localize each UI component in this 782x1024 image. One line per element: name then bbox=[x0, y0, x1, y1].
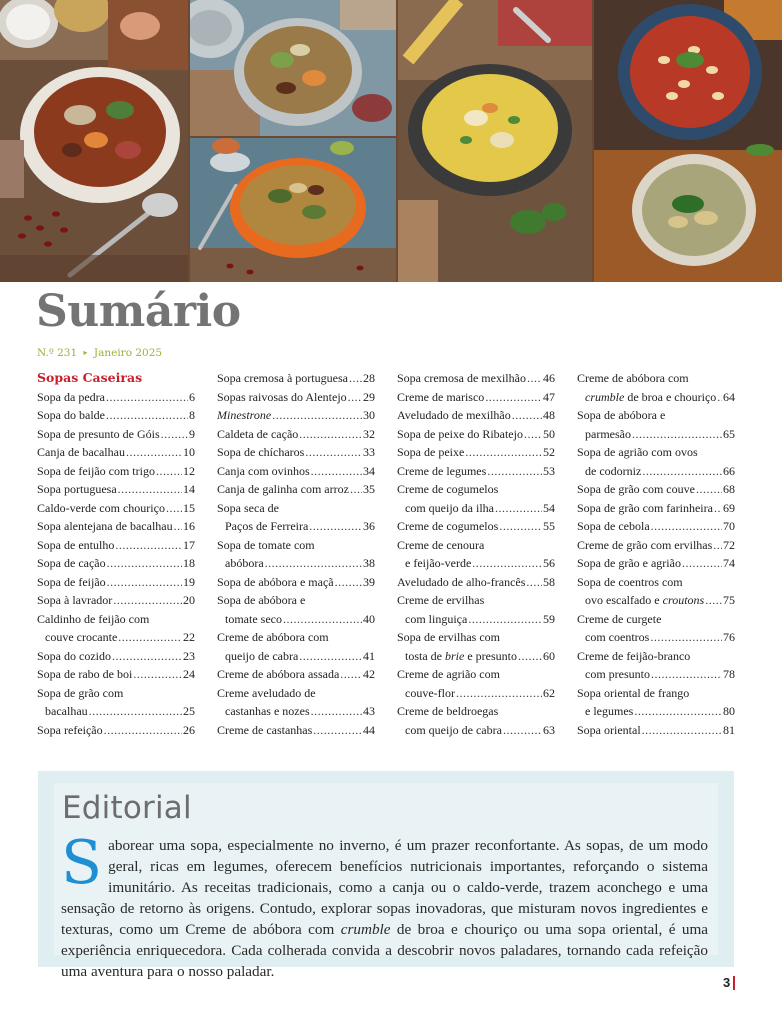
toc-dot-leader bbox=[642, 462, 722, 481]
toc-page-number: 29 bbox=[363, 389, 375, 404]
issue-number: N.º 231 bbox=[37, 347, 78, 359]
toc-entry[interactable] bbox=[217, 721, 375, 740]
toc-page-number: 20 bbox=[183, 593, 195, 607]
editorial-dropcap: S bbox=[61, 828, 103, 898]
toc-entry[interactable] bbox=[217, 665, 375, 684]
toc-entry[interactable] bbox=[37, 499, 195, 518]
toc-dot-leader bbox=[512, 406, 542, 425]
toc-entry[interactable] bbox=[397, 591, 555, 628]
toc-dot-leader bbox=[495, 499, 542, 518]
toc-dot-leader bbox=[632, 425, 722, 444]
toc-entry-title-line1: Creme de abóbora com bbox=[577, 371, 689, 385]
toc-dot-leader bbox=[465, 443, 542, 462]
soup-bowl-illustration bbox=[0, 0, 188, 282]
toc-dot-leader bbox=[156, 462, 182, 481]
toc-column-1 bbox=[37, 369, 195, 739]
toc-entry[interactable] bbox=[217, 573, 375, 592]
toc-entry-title-line1: Creme de feijão-branco bbox=[577, 648, 691, 663]
toc-dot-leader bbox=[89, 702, 182, 721]
toc-entry-title: Sopa do balde bbox=[37, 408, 105, 422]
toc-page-number: 55 bbox=[543, 519, 555, 533]
toc-entry-title: abóbora bbox=[225, 556, 264, 570]
toc-entry-title: bacalhau bbox=[45, 704, 88, 718]
toc-entry-title-line1: Sopa seca de bbox=[217, 500, 279, 515]
toc-entry-title: Sopa portuguesa bbox=[37, 482, 117, 496]
toc-entry[interactable] bbox=[37, 684, 195, 721]
toc-entry-title: e legumes bbox=[585, 704, 634, 718]
toc-entry[interactable] bbox=[37, 480, 195, 499]
toc-dot-leader bbox=[651, 665, 722, 684]
toc-entry-title: Paços de Ferreira bbox=[225, 519, 309, 533]
toc-page-number: 80 bbox=[723, 704, 735, 718]
toc-dot-leader bbox=[299, 647, 362, 666]
toc-dot-leader bbox=[350, 480, 362, 499]
toc-dot-leader bbox=[118, 628, 182, 647]
toc-entry[interactable] bbox=[37, 443, 195, 462]
toc-column-2 bbox=[217, 369, 375, 739]
orange-bowl-photo bbox=[190, 138, 396, 282]
toc-entry-title: Creme de grão com ervilhas bbox=[577, 537, 713, 552]
toc-entry[interactable] bbox=[577, 610, 735, 647]
toc-dot-leader bbox=[714, 499, 722, 518]
toc-dot-leader bbox=[348, 388, 362, 407]
toc-entry-title: Sopa de cação bbox=[37, 556, 106, 570]
toc-entry-title-italic: crumble bbox=[585, 389, 625, 404]
toc-entry-title-line1: Creme de cenoura bbox=[397, 537, 485, 552]
toc-dot-leader bbox=[112, 647, 182, 666]
toc-page-number: 25 bbox=[183, 704, 195, 718]
editorial-body bbox=[61, 828, 708, 982]
toc-entry[interactable] bbox=[397, 536, 555, 573]
toc-dot-leader bbox=[527, 369, 542, 388]
toc-page-number: 66 bbox=[723, 463, 735, 478]
orange-bowl-illustration bbox=[190, 138, 396, 282]
toc-dot-leader bbox=[106, 388, 188, 407]
toc-entry[interactable] bbox=[397, 480, 555, 517]
toc-dot-leader bbox=[126, 443, 182, 462]
toc-page-number: 23 bbox=[183, 648, 195, 663]
toc-dot-leader bbox=[107, 554, 182, 573]
toc-entry-title: Sopa do cozido bbox=[37, 648, 111, 663]
toc-entry[interactable] bbox=[37, 406, 195, 425]
toc-entry-title: Canja com ovinhos bbox=[217, 463, 310, 478]
soup-pot-illustration bbox=[190, 0, 396, 136]
toc-dot-leader bbox=[161, 425, 188, 444]
toc-entry-title: couve-flor bbox=[405, 685, 455, 700]
toc-entry-title-line1: Sopa de agrião com ovos bbox=[577, 445, 698, 459]
editorial-text-end: de broa e chouriço ou uma sopa oriental, é uma experiência enriquecedora. Cada colherada convida a descobrir novos paladares, tornando cada refeição uma aventura para o nosso paladar. bbox=[61, 921, 708, 980]
toc-dot-leader bbox=[634, 702, 722, 721]
toc-page-number: 36 bbox=[363, 519, 375, 533]
toc-dot-leader bbox=[113, 591, 182, 610]
toc-dot-leader bbox=[335, 573, 362, 592]
toc-entry-title-part: de broa e chouriço bbox=[624, 389, 717, 404]
toc-entry-title: Sopa alentejana de bacalhau bbox=[37, 519, 173, 533]
toc-entry-title-italic: croutons bbox=[662, 593, 705, 607]
toc-entry-title: Caldeta de cação bbox=[217, 426, 299, 441]
toc-entry[interactable] bbox=[37, 536, 195, 555]
toc-page-number: 69 bbox=[723, 500, 735, 515]
toc-entry-title bbox=[405, 647, 517, 666]
toc-entry[interactable] bbox=[577, 480, 735, 499]
toc-entry[interactable] bbox=[397, 462, 555, 481]
toc-entry-title: couve crocante bbox=[45, 630, 118, 644]
toc-dot-leader bbox=[166, 499, 182, 518]
toc-dot-leader bbox=[309, 517, 362, 536]
toc-entry[interactable] bbox=[217, 388, 375, 407]
toc-entry-title: Sopa de feijão com trigo bbox=[37, 463, 155, 478]
toc-entry-title: com queijo de cabra bbox=[405, 722, 502, 737]
toc-entry-title: Sopa de feijão bbox=[37, 574, 106, 589]
toc-entry-title-part: tosta de bbox=[405, 648, 445, 663]
toc-entry[interactable] bbox=[37, 554, 195, 573]
toc-page-number: 48 bbox=[543, 408, 555, 422]
toc-dot-leader bbox=[115, 536, 182, 555]
toc-entry-title: Sopa à lavrador bbox=[37, 593, 113, 607]
toc-entry-title: queijo de cabra bbox=[225, 648, 299, 663]
toc-entry-title: com queijo da ilha bbox=[405, 500, 494, 515]
editorial-text-italic: crumble bbox=[340, 921, 391, 938]
toc-dot-leader bbox=[651, 517, 722, 536]
toc-entry[interactable] bbox=[397, 443, 555, 462]
toc-page-number: 26 bbox=[183, 722, 195, 737]
toc-entry[interactable] bbox=[397, 369, 555, 388]
toc-dot-leader bbox=[717, 388, 722, 407]
toc-entry[interactable] bbox=[577, 499, 735, 518]
toc-dot-leader bbox=[472, 554, 542, 573]
toc-entry-title: com linguiça bbox=[405, 611, 468, 626]
toc-entry-title-line1: Caldinho de feijão com bbox=[37, 611, 150, 626]
toc-entry[interactable] bbox=[217, 499, 375, 536]
toc-page-number: 74 bbox=[723, 556, 735, 570]
toc-column-3 bbox=[397, 369, 555, 739]
toc-entry-title: Canja de galinha com arroz bbox=[217, 482, 349, 496]
toc-page-number: 16 bbox=[183, 519, 195, 533]
toc-page-number: 35 bbox=[363, 482, 375, 496]
page-number: 3 bbox=[723, 975, 731, 990]
toc-entry-title-part: e presunto bbox=[464, 648, 517, 663]
toc-entry-title: Aveludado de mexilhão bbox=[397, 408, 511, 422]
toc-page-number: 18 bbox=[183, 556, 195, 570]
toc-entry[interactable] bbox=[397, 517, 555, 536]
toc-entry[interactable] bbox=[37, 425, 195, 444]
toc-entry[interactable] bbox=[577, 554, 735, 573]
toc-entry-title: Creme de cogumelos bbox=[397, 519, 499, 533]
toc-entry[interactable] bbox=[217, 425, 375, 444]
toc-column-4 bbox=[577, 369, 735, 739]
toc-entry-title: Caldo-verde com chouriço bbox=[37, 500, 165, 515]
toc-entry-title: Minestrone bbox=[217, 408, 272, 422]
toc-dot-leader bbox=[682, 554, 722, 573]
toc-dot-leader bbox=[311, 702, 362, 721]
toc-entry[interactable] bbox=[397, 388, 555, 407]
toc-dot-leader bbox=[485, 388, 542, 407]
toc-entry[interactable] bbox=[577, 573, 735, 610]
toc-page-number: 62 bbox=[543, 685, 555, 700]
toc-entry-title: tomate seco bbox=[225, 611, 282, 626]
toc-entry-title: Sopa de chícharos bbox=[217, 445, 305, 459]
toc-entry-title: Sopa cremosa à portuguesa bbox=[217, 371, 348, 385]
toc-page-number: 76 bbox=[723, 630, 735, 644]
toc-entry-title-line1: Sopa de abóbora e bbox=[217, 593, 306, 607]
soup-bowl-photo bbox=[0, 0, 188, 282]
toc-page-number: 30 bbox=[363, 408, 375, 422]
toc-page-number: 42 bbox=[363, 667, 375, 681]
toc-entry[interactable] bbox=[37, 610, 195, 647]
toc-dot-leader bbox=[518, 647, 542, 666]
toc-page-number: 17 bbox=[183, 537, 195, 552]
chicken-soup-illustration bbox=[398, 0, 592, 282]
toc-dot-leader bbox=[713, 536, 722, 555]
toc-dot-leader bbox=[283, 610, 362, 629]
toc-entry-title: Sopa refeição bbox=[37, 722, 103, 737]
toc-dot-leader bbox=[487, 462, 542, 481]
toc-entry[interactable] bbox=[397, 628, 555, 665]
toc-dot-leader bbox=[650, 628, 722, 647]
toc-page-number: 39 bbox=[363, 574, 375, 589]
toc-entry[interactable] bbox=[577, 443, 735, 480]
toc-page-number: 81 bbox=[723, 722, 735, 737]
toc-page-number: 63 bbox=[543, 722, 555, 737]
toc-dot-leader bbox=[340, 665, 362, 684]
toc-dot-leader bbox=[526, 573, 542, 592]
toc-entry-title: Creme de marisco bbox=[397, 389, 485, 404]
toc-page-number: 53 bbox=[543, 463, 555, 478]
toc-page-number: 14 bbox=[183, 482, 195, 496]
toc-entry-title-part: ovo escalfado e bbox=[585, 593, 663, 607]
toc-entry-title: Sopa de grão com couve bbox=[577, 482, 695, 496]
toc-page-number: 32 bbox=[363, 426, 375, 441]
pasta-and-cream-soup-photo bbox=[594, 0, 782, 282]
toc-entry-title: Sopa cremosa de mexilhão bbox=[397, 371, 526, 385]
toc-entry-title-line1: Creme de cogumelos bbox=[397, 482, 499, 496]
soup-pot-photo bbox=[190, 0, 396, 136]
toc-entry[interactable] bbox=[37, 517, 195, 536]
toc-entry-title: Sopa oriental bbox=[577, 722, 641, 737]
toc-dot-leader bbox=[456, 684, 542, 703]
toc-page-number: 40 bbox=[363, 611, 375, 626]
toc-page-number: 56 bbox=[543, 556, 555, 570]
toc-entry[interactable] bbox=[217, 443, 375, 462]
toc-dot-leader bbox=[265, 554, 362, 573]
toc-entry-title-line1: Creme de beldroegas bbox=[397, 704, 499, 718]
toc-entry[interactable] bbox=[37, 647, 195, 666]
page-title: Sumário bbox=[36, 286, 241, 337]
toc-page-number: 33 bbox=[363, 445, 375, 459]
toc-entry[interactable] bbox=[217, 684, 375, 721]
toc-entry[interactable] bbox=[37, 388, 195, 407]
toc-entry-title: Creme de legumes bbox=[397, 463, 487, 478]
toc-page-number: 41 bbox=[363, 648, 375, 663]
toc-page-number: 70 bbox=[723, 519, 735, 533]
toc-page-number: 43 bbox=[363, 704, 375, 718]
toc-entry-title-line1: Sopa de grão com bbox=[37, 685, 124, 700]
toc-entry-title-line1: Sopa de ervilhas com bbox=[397, 630, 500, 644]
toc-entry-title bbox=[585, 591, 704, 610]
toc-entry-title: com coentros bbox=[585, 630, 650, 644]
toc-page-number: 9 bbox=[189, 426, 195, 441]
toc-page-number: 28 bbox=[363, 371, 375, 385]
toc-entry[interactable] bbox=[217, 462, 375, 481]
toc-entry-title: Sopa de peixe do Ribatejo bbox=[397, 426, 523, 441]
toc-entry-title: Sopa de entulho bbox=[37, 537, 115, 552]
toc-dot-leader bbox=[696, 480, 722, 499]
toc-page-number: 50 bbox=[543, 426, 555, 441]
toc-page-number: 78 bbox=[723, 667, 735, 681]
editorial-text-start: aborear uma sopa, especialmente no inverno, é um prazer reconfortante. As sopas, de um modo geral, ricas em legumes, oferecem benefícios nutricionais importantes, reforçando o sistema imunitário. As receitas tradicionais, como a canja ou o caldo-verde, trazem aconchego e uma sensação de retorno às origens. Contudo, explorar sopas inovadoras, que misturam novos ingredientes e texturas, como um Creme de abóbora com bbox=[61, 837, 708, 938]
toc-entry-title-line1: Creme aveludado de bbox=[217, 685, 316, 700]
toc-entry[interactable] bbox=[37, 573, 195, 592]
toc-dot-leader bbox=[305, 443, 362, 462]
toc-entry[interactable] bbox=[217, 591, 375, 628]
toc-entry-title: Creme de abóbora assada bbox=[217, 667, 340, 681]
toc-page-number: 54 bbox=[543, 500, 555, 515]
toc-entry[interactable] bbox=[577, 647, 735, 684]
toc-entry-title-line1: Creme de ervilhas bbox=[397, 593, 485, 607]
toc-dot-leader bbox=[468, 610, 542, 629]
issue-info bbox=[37, 347, 162, 359]
toc-page-number: 75 bbox=[723, 593, 735, 607]
toc-entry-title-line1: Sopa de coentros com bbox=[577, 574, 683, 589]
toc-entry-title: com presunto bbox=[585, 667, 650, 681]
toc-entry-title-italic: brie bbox=[445, 648, 465, 663]
toc-entry[interactable] bbox=[37, 591, 195, 610]
toc-entry-title: Sopa de grão com farinheira bbox=[577, 500, 713, 515]
toc-entry[interactable] bbox=[37, 462, 195, 481]
toc-page-number: 72 bbox=[723, 537, 735, 552]
toc-entry[interactable] bbox=[397, 702, 555, 739]
toc-entry[interactable] bbox=[217, 369, 375, 388]
toc-page-number: 47 bbox=[543, 389, 555, 404]
toc-entry-title: Sopa da pedra bbox=[37, 389, 105, 404]
toc-dot-leader bbox=[349, 369, 362, 388]
toc-entry[interactable] bbox=[577, 536, 735, 555]
chicken-soup-pot-photo bbox=[398, 0, 592, 282]
toc-entry-title: Sopa de presunto de Góis bbox=[37, 426, 160, 441]
toc-entry-title: Sopa de peixe bbox=[397, 445, 465, 459]
toc-page-number: 6 bbox=[189, 389, 195, 404]
toc-entry[interactable] bbox=[37, 665, 195, 684]
toc-entry[interactable] bbox=[577, 406, 735, 443]
toc-entry-title: Creme de castanhas bbox=[217, 722, 313, 737]
toc-entry-title: Canja de bacalhau bbox=[37, 445, 125, 459]
toc-entry-title: Sopa de grão e agrião bbox=[577, 556, 681, 570]
toc-dot-leader bbox=[272, 406, 362, 425]
toc-dot-leader bbox=[503, 721, 542, 740]
toc-page-number: 59 bbox=[543, 611, 555, 626]
toc-page-number: 60 bbox=[543, 648, 555, 663]
pasta-cream-illustration bbox=[594, 0, 782, 282]
toc-entry-title: Sopa de rabo de boi bbox=[37, 667, 133, 681]
toc-dot-leader bbox=[311, 462, 362, 481]
toc-page-number: 10 bbox=[183, 445, 195, 459]
toc-page-number: 34 bbox=[363, 463, 375, 478]
toc-entry-title: Aveludado de alho-francês bbox=[397, 574, 526, 589]
toc-page-number: 44 bbox=[363, 722, 375, 737]
toc-dot-leader bbox=[174, 517, 182, 536]
toc-entry-title-line1: Sopa oriental de frango bbox=[577, 685, 690, 700]
toc-dot-leader bbox=[524, 425, 542, 444]
toc-entry-title-line1: Creme de curgete bbox=[577, 611, 662, 626]
toc-dot-leader bbox=[705, 591, 722, 610]
toc-entry-title: Sopa de abóbora e maçã bbox=[217, 574, 334, 589]
toc-entry-title: Sopas raivosas do Alentejo bbox=[217, 389, 347, 404]
toc-entry[interactable] bbox=[397, 665, 555, 702]
toc-entry[interactable] bbox=[217, 536, 375, 573]
toc-entry-title-line1: Sopa de abóbora e bbox=[577, 408, 666, 422]
toc-page-number: 64 bbox=[723, 389, 735, 404]
toc-entry-title-line1: Sopa de tomate com bbox=[217, 537, 315, 552]
issue-date: Janeiro 2025 bbox=[93, 347, 163, 359]
toc-entry[interactable] bbox=[577, 721, 735, 740]
toc-entry[interactable] bbox=[217, 628, 375, 665]
toc-entry[interactable] bbox=[217, 406, 375, 425]
toc-page-number: 46 bbox=[543, 371, 555, 385]
toc-page-number: 8 bbox=[189, 408, 195, 422]
toc-entry-title: Sopa de cebola bbox=[577, 519, 650, 533]
toc-entry-title bbox=[585, 388, 716, 407]
toc-dot-leader bbox=[133, 665, 182, 684]
toc-page-number: 19 bbox=[183, 574, 195, 589]
toc-entry-title-line1: Creme de agrião com bbox=[397, 667, 500, 681]
toc-entry-title: e feijão-verde bbox=[405, 556, 472, 570]
toc-dot-leader bbox=[104, 721, 182, 740]
toc-dot-leader bbox=[313, 721, 362, 740]
toc-dot-leader bbox=[106, 406, 188, 425]
toc-page-number: 58 bbox=[543, 574, 555, 589]
toc-page-number: 52 bbox=[543, 445, 555, 459]
photo-collage bbox=[0, 0, 782, 282]
toc-dot-leader bbox=[499, 517, 542, 536]
section-heading: Sopas Caseiras bbox=[37, 370, 143, 385]
toc-dot-leader bbox=[107, 573, 182, 592]
toc-entry[interactable] bbox=[577, 684, 735, 721]
toc-entry-title-line1: Creme de abóbora com bbox=[217, 630, 329, 644]
toc-page-number: 24 bbox=[183, 667, 195, 681]
toc-entry[interactable] bbox=[577, 517, 735, 536]
toc-page-number: 68 bbox=[723, 482, 735, 496]
issue-separator: ▸ bbox=[83, 348, 88, 357]
toc-entry[interactable] bbox=[37, 721, 195, 740]
toc-page-number: 22 bbox=[183, 630, 195, 644]
toc-entry[interactable] bbox=[397, 425, 555, 444]
toc-page-number: 12 bbox=[183, 463, 195, 478]
toc-page-number: 65 bbox=[723, 426, 735, 441]
page-number-bar bbox=[733, 976, 735, 990]
toc-entry-title: parmesão bbox=[585, 426, 631, 441]
toc-entry[interactable] bbox=[397, 573, 555, 592]
toc-page-number: 38 bbox=[363, 556, 375, 570]
toc-page-number: 15 bbox=[183, 500, 195, 515]
toc-entry[interactable] bbox=[397, 406, 555, 425]
editorial-title: Editorial bbox=[62, 790, 192, 826]
toc-entry[interactable] bbox=[217, 480, 375, 499]
toc-entry-title: de codorniz bbox=[585, 463, 642, 478]
toc-dot-leader bbox=[118, 480, 182, 499]
toc-entry-title: castanhas e nozes bbox=[225, 704, 310, 718]
toc-entry[interactable] bbox=[577, 369, 735, 406]
toc-dot-leader bbox=[299, 425, 362, 444]
toc-dot-leader bbox=[642, 721, 722, 740]
